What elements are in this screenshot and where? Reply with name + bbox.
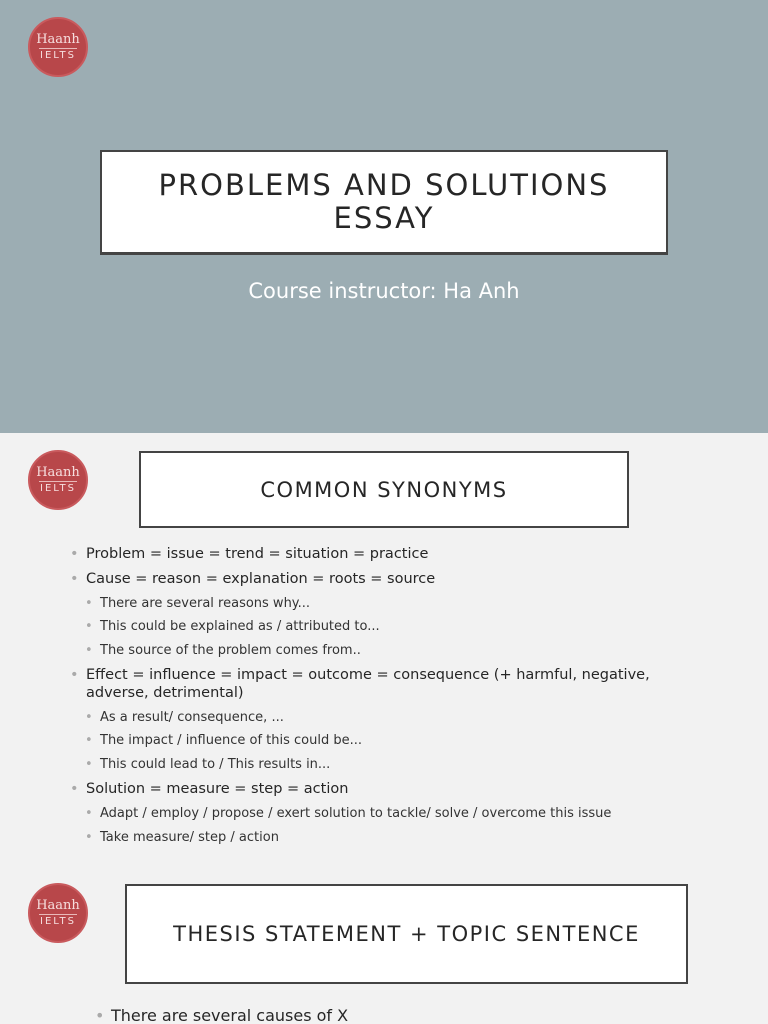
synonyms-list bbox=[70, 538, 690, 846]
thesis-statement-heading-box bbox=[125, 884, 688, 984]
list-item: • This could lead to / This results in... bbox=[70, 757, 690, 773]
haanh-ielts-logo bbox=[28, 883, 88, 943]
logo-text-bottom: IELTS bbox=[40, 49, 76, 61]
common-synonyms-heading: COMMON SYNONYMS bbox=[260, 477, 508, 502]
list-item: • Cause = reason = explanation = roots = source bbox=[70, 570, 690, 588]
list-item: • There are several reasons why... bbox=[70, 596, 690, 612]
list-item: • The impact / influence of this could be... bbox=[70, 733, 690, 749]
logo-divider bbox=[39, 48, 77, 49]
list-item: • The source of the problem comes from.. bbox=[70, 643, 690, 659]
list-item: • Effect = influence = impact = outcome = consequence (+ harmful, negative, adverse, detrimental) bbox=[70, 666, 690, 702]
list-item: • Solution = measure = step = action bbox=[70, 780, 690, 798]
title-slide bbox=[0, 0, 768, 433]
logo-text-bottom: IELTS bbox=[40, 915, 76, 927]
common-synonyms-heading-box bbox=[139, 451, 629, 528]
slide-title: PROBLEMS AND SOLUTIONS ESSAY bbox=[158, 168, 610, 235]
logo-divider bbox=[39, 914, 77, 915]
logo-text-bottom: IELTS bbox=[40, 482, 76, 494]
logo-text-top: Haanh bbox=[36, 897, 80, 913]
slide-title-box bbox=[100, 150, 668, 255]
haanh-ielts-logo bbox=[28, 450, 88, 510]
list-item: • Take measure/ step / action bbox=[70, 830, 690, 846]
list-item: • Adapt / employ / propose / exert solution to tackle/ solve / overcome this issue bbox=[70, 806, 690, 822]
logo-text-top: Haanh bbox=[36, 464, 80, 480]
list-item: • Problem = issue = trend = situation = practice bbox=[70, 545, 690, 563]
haanh-ielts-logo bbox=[28, 17, 88, 77]
thesis-statement-heading: THESIS STATEMENT + TOPIC SENTENCE bbox=[173, 922, 640, 946]
list-item: • There are several causes of X bbox=[95, 1007, 695, 1024]
logo-text-top: Haanh bbox=[36, 31, 80, 47]
list-item: • As a result/ consequence, ... bbox=[70, 710, 690, 726]
thesis-list bbox=[95, 1000, 695, 1024]
logo-divider bbox=[39, 481, 77, 482]
list-item: • This could be explained as / attributed to... bbox=[70, 619, 690, 635]
course-instructor: Course instructor: Ha Anh bbox=[248, 279, 520, 303]
